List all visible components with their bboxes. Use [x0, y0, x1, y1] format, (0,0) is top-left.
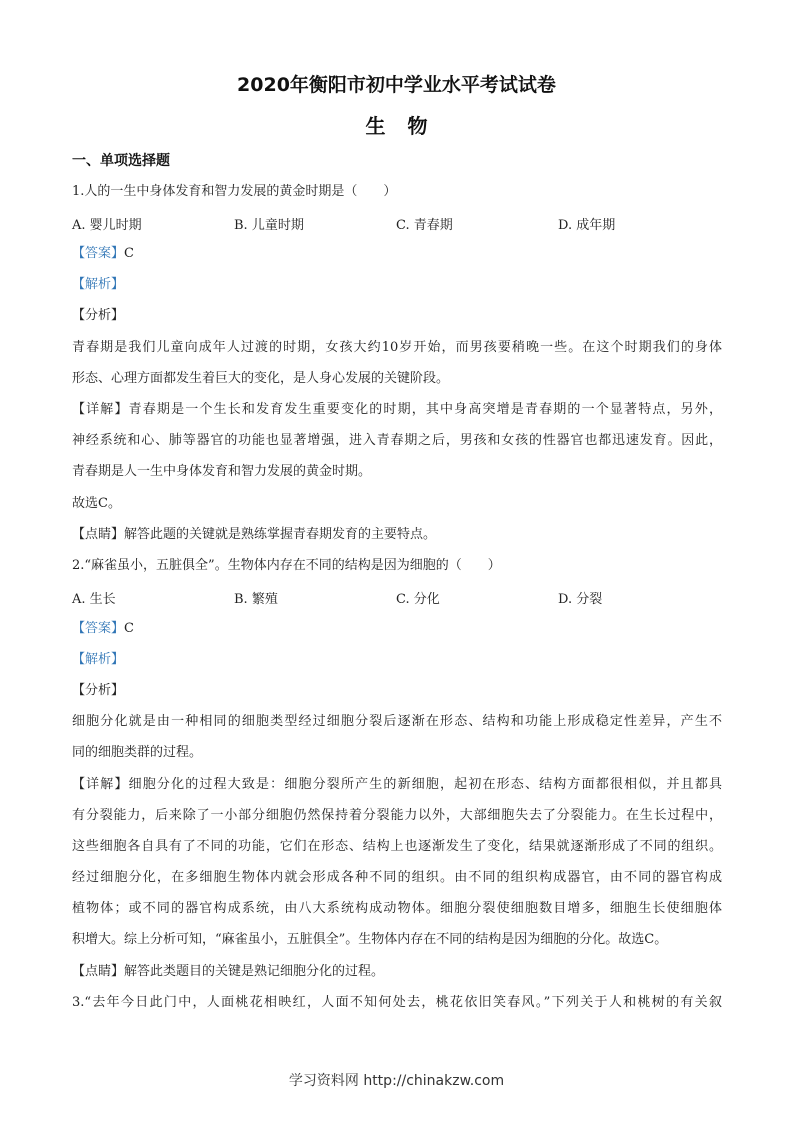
q1-xiangjie-line: 青春期是人一生中身体发育和智力发展的黄金时期。: [72, 464, 372, 479]
q1-xiangjie: [72, 400, 722, 420]
q1-option-d: D. 成年期: [558, 218, 616, 233]
q1-option-c: C. 青春期: [396, 218, 453, 233]
xiangjie-text: 细胞分化的过程大致是：细胞分裂所产生的新细胞，起初在形态、结构方面都很相似，并且都具: [128, 777, 722, 792]
q2-fenxi-line: 细胞分化就是由一种相同的细胞类型经过细胞分裂后逐渐在形态、结构和功能上形成稳定性差异，产生不: [72, 714, 722, 729]
q2-dianjing: [72, 962, 722, 982]
dianjing-tag: 【点睛】: [72, 964, 125, 979]
q2-fenxi-tag: 【分析】: [72, 683, 125, 698]
xiangjie-tag: 【详解】: [72, 777, 129, 792]
q1-answer: [72, 244, 722, 264]
q1-stem: 1.人的一生中身体发育和智力发展的黄金时期是（ ）: [72, 184, 397, 199]
answer-tag: 【答案】: [72, 246, 125, 261]
q2-option-d: D. 分裂: [558, 592, 603, 607]
answer-value: C: [124, 246, 134, 261]
q1-option-b: B. 儿童时期: [234, 218, 304, 233]
q2-stem: 2.“麻雀虽小，五脏俱全”。生物体内存在不同的结构是因为细胞的（ ）: [72, 558, 501, 573]
xiangjie-text: 青春期是一个生长和发育发生重要变化的时期，其中身高突增是青春期的一个显著特点，另外，: [128, 402, 722, 417]
q1-option-a: A. 婴儿时期: [72, 218, 142, 233]
dianjing-text: 解答此题的关键就是熟练掌握青春期发育的主要特点。: [124, 527, 437, 542]
exam-title: 2020年衡阳市初中学业水平考试试卷: [237, 74, 556, 96]
section-heading: 一、单项选择题: [72, 153, 170, 169]
q2-option-b: B. 繁殖: [234, 592, 278, 607]
q1-conclusion: 故选C。: [72, 496, 121, 511]
q2-xiangjie-line: 这些细胞各自具有了不同的功能，它们在形态、结构上也逐渐发生了变化，结果就逐渐形成了不同的组织。: [72, 839, 722, 854]
q2-jiexi-tag: 【解析】: [72, 652, 125, 667]
dianjing-text: 解答此类题目的关键是熟记细胞分化的过程。: [124, 964, 385, 979]
q1-fenxi-tag: 【分析】: [72, 308, 125, 323]
footer-watermark: 学习资料网 http://chinakzw.com: [288, 1073, 505, 1089]
q2-xiangjie: [72, 775, 722, 795]
q2-xiangjie-line: 有分裂能力，后来除了一小部分细胞仍然保持着分裂能力以外，大部细胞失去了分裂能力。在生长过程中，: [72, 808, 722, 823]
q2-option-a: A. 生长: [72, 592, 116, 607]
answer-value: C: [124, 621, 134, 636]
q2-answer: [72, 619, 722, 639]
q2-option-c: C. 分化: [396, 592, 440, 607]
q1-dianjing: [72, 525, 722, 545]
q2-fenxi-line: 同的细胞类群的过程。: [72, 745, 203, 760]
q1-fenxi-line: 青春期是我们儿童向成年人过渡的时期，女孩大约10岁开始，而男孩要稍晚一些。在这个时期我们的身体: [72, 340, 722, 355]
dianjing-tag: 【点睛】: [72, 527, 125, 542]
q1-fenxi-line: 形态、心理方面都发生着巨大的变化，是人身心发展的关键阶段。: [72, 371, 450, 386]
q2-xiangjie-line: 植物体；或不同的器官构成系统，由八大系统构成动物体。细胞分裂使细胞数目增多，细胞生长使细胞体: [72, 901, 722, 916]
answer-tag: 【答案】: [72, 621, 125, 636]
q1-jiexi-tag: 【解析】: [72, 277, 125, 292]
q1-xiangjie-line: 神经系统和心、肺等器官的功能也显著增强，进入青春期之后，男孩和女孩的性器官也都迅速发育。因此，: [72, 433, 722, 448]
subject-title: 生物: [365, 114, 450, 138]
q2-xiangjie-line: 积增大。综上分析可知，“麻雀虽小，五脏俱全”。生物体内存在不同的结构是因为细胞的分化。故选C。: [72, 932, 668, 947]
q3-stem: 3.“去年今日此门中，人面桃花相映红，人面不知何处去，桃花依旧笑春风。”下列关于人和桃树的有关叙: [72, 995, 722, 1010]
xiangjie-tag: 【详解】: [72, 402, 129, 417]
q2-xiangjie-line: 经过细胞分化，在多细胞生物体内就会形成各种不同的组织。由不同的组织构成器官，由不同的器官构成: [72, 870, 722, 885]
